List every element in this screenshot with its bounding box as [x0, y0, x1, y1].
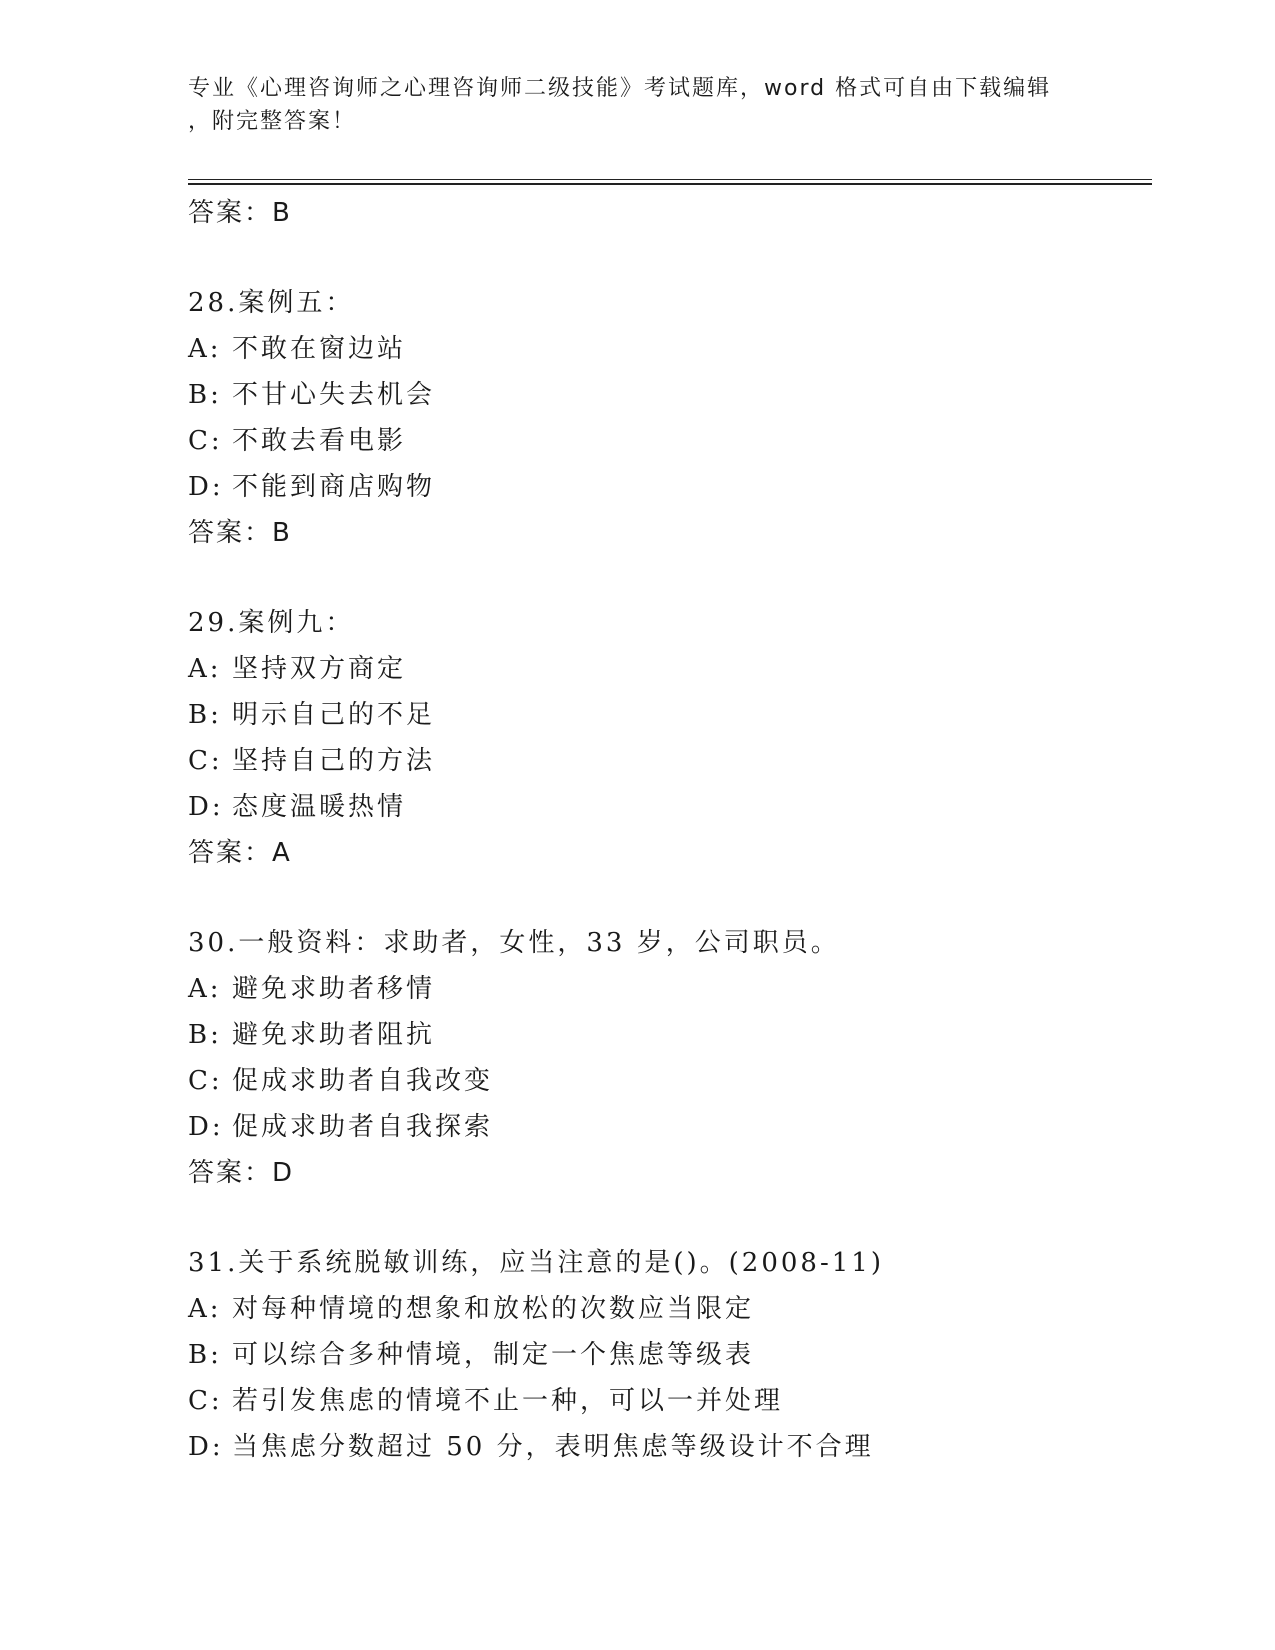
option-text: 避免求助者阻抗 — [232, 1020, 436, 1050]
header-line-2: ，附完整答案！ — [188, 109, 357, 134]
option-d — [188, 1104, 1148, 1150]
document-header — [188, 72, 1088, 138]
question-title: 30.一般资料：求助者，女性，33 岁，公司职员。 — [188, 928, 840, 958]
option-d — [188, 1424, 1148, 1470]
question-block — [188, 1240, 1148, 1470]
question-block — [188, 280, 1148, 556]
option-key: A: — [188, 974, 222, 1004]
option-a — [188, 646, 1148, 692]
option-key: C: — [188, 426, 223, 456]
option-text: 若引发焦虑的情境不止一种，可以一并处理 — [232, 1386, 784, 1416]
option-a — [188, 326, 1148, 372]
option-key: B: — [188, 1340, 222, 1370]
question-title: 28.案例五： — [188, 288, 355, 318]
question-title: 29.案例九： — [188, 608, 355, 638]
option-text: 促成求助者自我探索 — [232, 1112, 494, 1142]
header-line-1: 专业《心理咨询师之心理咨询师二级技能》考试题库，word 格式可自由下载编辑 — [188, 76, 1052, 101]
option-key: C: — [188, 746, 223, 776]
question-block — [188, 920, 1148, 1196]
option-b — [188, 1012, 1148, 1058]
option-key: A: — [188, 654, 222, 684]
option-key: B: — [188, 700, 222, 730]
option-d — [188, 784, 1148, 830]
option-text: 坚持自己的方法 — [232, 746, 436, 776]
option-text: 可以综合多种情境，制定一个焦虑等级表 — [232, 1340, 755, 1370]
option-b — [188, 372, 1148, 418]
option-b — [188, 692, 1148, 738]
option-a — [188, 966, 1148, 1012]
option-text: 坚持双方商定 — [232, 654, 407, 684]
option-text: 对每种情境的想象和放松的次数应当限定 — [232, 1294, 755, 1324]
option-text: 态度温暖热情 — [232, 792, 407, 822]
option-key: C: — [188, 1066, 223, 1096]
option-text: 当焦虑分数超过 50 分，表明焦虑等级设计不合理 — [232, 1432, 874, 1462]
answer-label: 答案： — [188, 198, 273, 228]
option-c — [188, 418, 1148, 464]
option-c — [188, 1058, 1148, 1104]
question-list — [188, 190, 1148, 1470]
option-key: D: — [188, 1432, 224, 1462]
option-key: B: — [188, 1020, 222, 1050]
question-title: 31.关于系统脱敏训练，应当注意的是()。(2008-11) — [188, 1248, 884, 1278]
answer-value: A — [272, 838, 292, 868]
option-key: D: — [188, 792, 224, 822]
option-text: 避免求助者移情 — [232, 974, 436, 1004]
answer-label: 答案： — [188, 518, 273, 548]
answer-line — [188, 510, 1148, 556]
header-divider-thick — [188, 183, 1152, 185]
option-d — [188, 464, 1148, 510]
option-text: 不能到商店购物 — [232, 472, 436, 502]
header-divider-thin — [188, 179, 1152, 180]
option-c — [188, 738, 1148, 784]
option-key: B: — [188, 380, 222, 410]
answer-line — [188, 190, 1148, 236]
answer-line — [188, 1150, 1148, 1196]
option-text: 不敢在窗边站 — [232, 334, 407, 364]
option-text: 促成求助者自我改变 — [232, 1066, 494, 1096]
answer-line — [188, 830, 1148, 876]
answer-value: B — [272, 198, 292, 228]
option-b — [188, 1332, 1148, 1378]
option-key: A: — [188, 1294, 222, 1324]
option-text: 不甘心失去机会 — [232, 380, 436, 410]
answer-value: D — [272, 1158, 295, 1188]
answer-label: 答案： — [188, 1158, 273, 1188]
option-c — [188, 1378, 1148, 1424]
option-text: 不敢去看电影 — [232, 426, 407, 456]
option-key: D: — [188, 472, 224, 502]
answer-value: B — [272, 518, 292, 548]
question-block — [188, 600, 1148, 876]
option-key: A: — [188, 334, 222, 364]
answer-label: 答案： — [188, 838, 273, 868]
option-a — [188, 1286, 1148, 1332]
option-key: D: — [188, 1112, 224, 1142]
option-text: 明示自己的不足 — [232, 700, 436, 730]
option-key: C: — [188, 1386, 223, 1416]
